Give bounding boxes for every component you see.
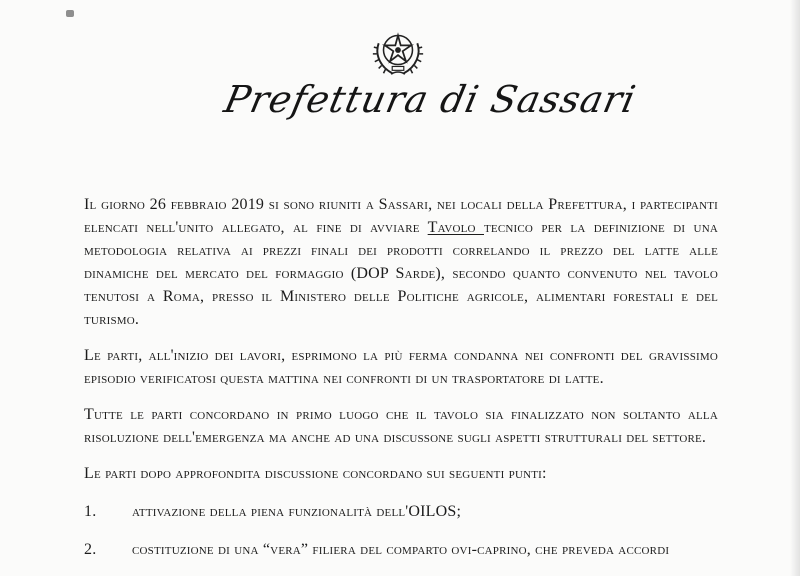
underlined-term: Tavolo xyxy=(427,219,484,236)
list-item-text: attivazione della piena funzionalità dell'OILOS; xyxy=(132,503,462,520)
document-body xyxy=(84,193,718,576)
paragraph-condemnation: Le parti, all'inizio dei lavori, esprimono la più ferma condanna nei confronti del gravissimo episodio verificatosi questa mattina nei confronti di un trasportatore di latte. xyxy=(84,347,718,387)
list-item-text: costituzione di una “vera” filiera del comparto ovi-caprino, che preveda accordi xyxy=(132,541,670,558)
list-item-number: 1. xyxy=(84,503,97,520)
italian-republic-emblem-icon xyxy=(369,22,427,80)
list-item-number: 2. xyxy=(84,541,97,558)
scan-page-edge xyxy=(790,0,800,576)
paragraph-points-intro: Le parti dopo approfondita discussione concordano sui seguenti punti: xyxy=(84,465,547,482)
paragraph-agreement: Tutte le parti concordano in primo luogo che il tavolo sia finalizzato non soltanto alla risoluzione dell'emergenza ma anche ad una discussone sugli aspetti strutturali del settore. xyxy=(84,406,718,446)
list-item xyxy=(84,500,718,523)
scan-speck xyxy=(66,10,74,17)
paragraph-meeting-intro: Il giorno 26 febbraio 2019 si sono riuniti a Sassari, nei locali della Prefettura, i partecipanti elencati nell'unito allegato, al fine di avviare Tavolo tecnico per la definizione di una metodologia relativa ai prezzi finali dei prodotti correlando il prezzo del latte alle dinamiche del mercato del formaggio (DOP Sarde), secondo quanto convenuto nel tavolo tenutosi a Roma, presso il Ministero delle Politiche agricole, alimentari forestali e del turismo. xyxy=(84,196,718,328)
letterhead-title: Prefettura di Sassari xyxy=(220,78,640,121)
list-item xyxy=(84,538,718,561)
